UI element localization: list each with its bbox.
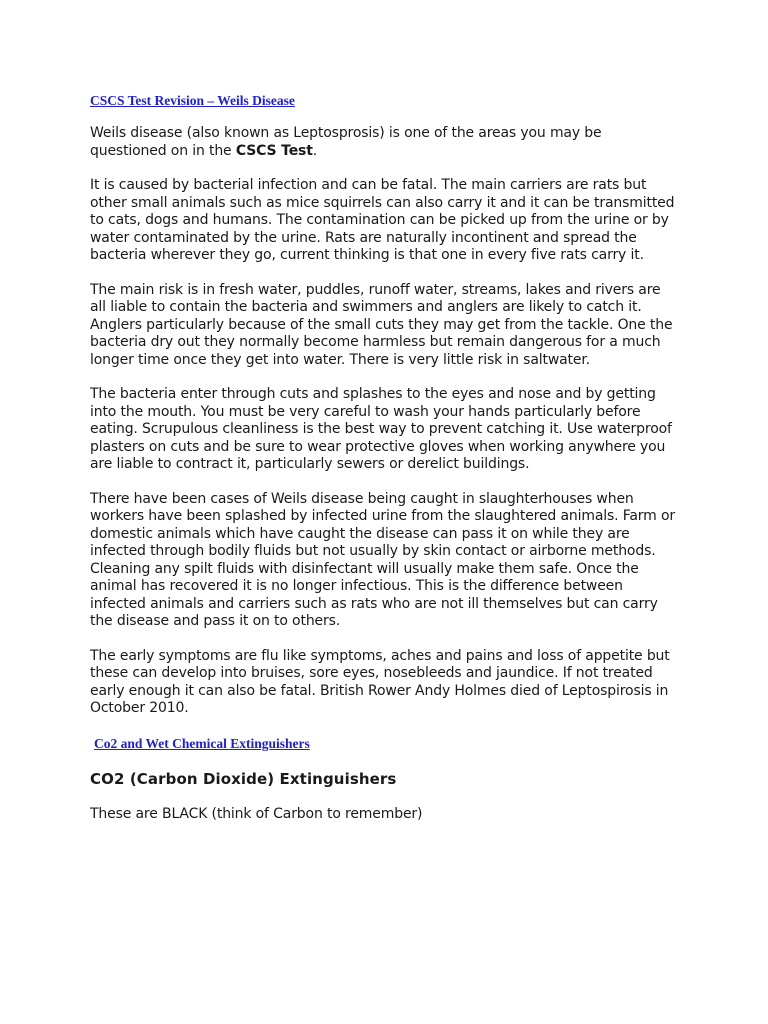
extinguishers-link[interactable]: Co2 and Wet Chemical Extinguishers xyxy=(94,735,310,751)
paragraph-risk: The main risk is in fresh water, puddles, runoff water, streams, lakes and rivers are all liable to contain the bacteria and swimmers and anglers are likely to catch it. Anglers particularly because of the small cuts they may get from the tackle. One the bacteria dry out they normally become harmless but remain dangerous for a much longer time once they get into water. There is very little risk in saltwater. xyxy=(90,281,673,368)
intro-paragraph xyxy=(90,125,680,160)
title-link[interactable]: CSCS Test Revision – Weils Disease xyxy=(90,93,295,108)
co2-heading: CO2 (Carbon Dioxide) Extinguishers xyxy=(90,769,397,788)
paragraph-causes: It is caused by bacterial infection and can be fatal. The main carriers are rats but other small animals such as mice squirrels can also carry it and it can be transmitted to cats, dogs and humans. The contamination can be picked up from the urine or by water contaminated by the urine. Rats are naturally incontinent and spread the bacteria wherever they go, current thinking is that one in every five rats carry it. xyxy=(90,177,675,263)
intro-end: . xyxy=(312,142,318,159)
co2-paragraph: These are BLACK (think of Carbon to remember) xyxy=(90,805,423,822)
document-page xyxy=(90,92,680,840)
intro-text: Weils disease (also known as Leptosprosis) is one of the areas you may be questioned on in the xyxy=(90,125,602,159)
paragraph-slaughterhouses: There have been cases of Weils disease being caught in slaughterhouses when workers have been splashed by infected urine from the slaughtered animals. Farm or domestic animals which have caught the disease can pass it on while they are infected through bodily fluids but not usually by skin contact or airborne methods. Cleaning any spilt fluids with disinfectant will usually make them safe. Once the animal has recovered it is no longer infectious. This is the difference between infected animals and carriers such as rats who are not ill themselves but can carry the disease and pass it on to others. xyxy=(90,490,675,629)
paragraph-symptoms: The early symptoms are flu like symptoms, aches and pains and loss of appetite but these can develop into bruises, sore eyes, nosebleeds and jaundice. If not treated early enough it can also be fatal. British Rower Andy Holmes died of Leptospirosis in October 2010. xyxy=(90,647,670,716)
cscs-test-bold: CSCS Test xyxy=(235,142,313,159)
paragraph-bacteria-entry: The bacteria enter through cuts and splashes to the eyes and nose and by getting into the mouth. You must be very careful to wash your hands particularly before eating. Scrupulous cleanliness is the best way to prevent catching it. Use waterproof plasters on cuts and be sure to wear protective gloves when working anywhere you are liable to contract it, particularly sewers or derelict buildings. xyxy=(90,386,672,472)
